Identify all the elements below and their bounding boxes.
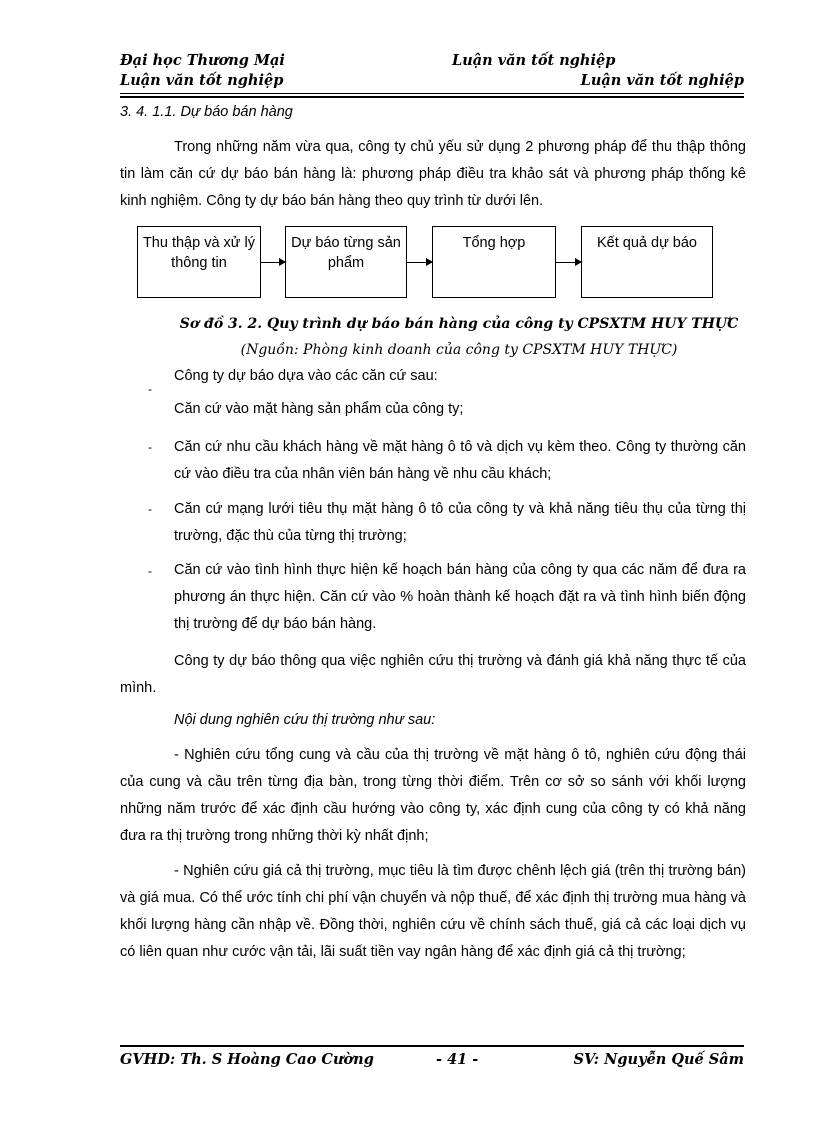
header-rule	[120, 93, 744, 94]
section-heading: 3. 4. 1.1. Dự báo bán hàng	[120, 104, 293, 120]
flow-step-result: Kết quả dự báo	[581, 226, 713, 298]
header-rule-thick	[120, 96, 744, 98]
bullet-dash-1: -	[148, 382, 152, 396]
footer-student: SV: Nguyễn Quế Sâm	[573, 1051, 744, 1068]
forecast-paragraph: Công ty dự báo thông qua việc nghiên cứu thị trường và đánh giá khả năng thực tế của mình.	[120, 653, 746, 696]
flow-arrow-3	[556, 262, 581, 263]
research-item-1: - Nghiên cứu tổng cung và cầu của thị trường về mặt hàng ô tô, nghiên cứu động thái của cung và cầu trên từng địa bàn, trong từng thời điểm. Trên cơ sở so sánh với khối lượng những năm trước để xác định cầu hướng vào công ty, xác định cung của công ty có khả năng đưa ra thị trường trong những thời kỳ nhất định;	[120, 747, 746, 844]
header-university: Đại học Thương Mại	[120, 52, 285, 69]
bullet-dash-3: -	[148, 502, 152, 516]
flow-arrow-1	[261, 262, 285, 263]
bullet-item-1: Căn cứ vào mặt hàng sản phẩm của công ty;	[174, 401, 464, 417]
footer-supervisor: GVHD: Th. S Hoàng Cao Cường	[120, 1051, 374, 1068]
footer-page-number: - 41 -	[436, 1051, 479, 1068]
bullet-item-2: Căn cứ nhu cầu khách hàng về mặt hàng ô tô và dịch vụ kèm theo. Công ty thường căn cứ vào điều tra của nhân viên bán hàng về nhu cầu khách;	[174, 439, 746, 482]
header-title-center: Luận văn tốt nghiệp	[452, 52, 616, 69]
bullet-item-4: Căn cứ vào tình hình thực hiện kế hoạch bán hàng của công ty qua các năm để đưa ra phương án thực hiện. Căn cứ vào % hoàn thành kế hoạch đặt ra và tình hình biến động thị trường để dự báo bán hàng.	[174, 562, 746, 632]
flow-step-collect: Thu thập và xử lý thông tin	[137, 226, 261, 298]
header-title-left: Luận văn tốt nghiệp	[120, 72, 284, 89]
bullet-item-3: Căn cứ mạng lưới tiêu thụ mặt hàng ô tô của công ty và khả năng tiêu thụ của từng thị trường, đặc thù của từng thị trường;	[174, 501, 746, 544]
diagram-source: (Nguồn: Phòng kinh doanh của công ty CPSXTM HUY THỰC)	[240, 342, 678, 358]
flow-step-aggregate: Tổng hợp	[432, 226, 556, 298]
research-heading: Nội dung nghiên cứu thị trường như sau:	[174, 712, 436, 728]
footer-rule	[120, 1045, 744, 1047]
bullet-dash-4: -	[148, 564, 152, 578]
research-item-2: - Nghiên cứu giá cả thị trường, mục tiêu là tìm được chênh lệch giá (trên thị trường bán) và giá mua. Có thể ước tính chi phí vận chuyển và nộp thuế, để xác định thị trường mua hàng và khối lượng hàng cần nhập về. Đồng thời, nghiên cứu về chính sách thuế, giá cả các loại dịch vụ có liên quan như cước vận tải, lãi suất tiền vay ngân hàng để xác định giá cả thị trường;	[120, 863, 746, 960]
bullet-dash-2: -	[148, 440, 152, 454]
intro-paragraph: Trong những năm vừa qua, công ty chủ yếu sử dụng 2 phương pháp để thu thập thông tin làm căn cứ dự báo bán hàng là: phương pháp điều tra khảo sát và phương pháp thống kê kinh nghiệm. Công ty dự báo bán hàng theo quy trình từ dưới lên.	[120, 139, 746, 209]
diagram-title: Sơ đồ 3. 2. Quy trình dự báo bán hàng của công ty CPSXTM HUY THỰC	[179, 316, 739, 332]
flow-step-forecast-product: Dự báo từng sản phẩm	[285, 226, 407, 298]
header-title-right: Luận văn tốt nghiệp	[580, 72, 744, 89]
flow-arrow-2	[407, 262, 432, 263]
bases-intro: Công ty dự báo dựa vào các căn cứ sau:	[174, 368, 438, 384]
